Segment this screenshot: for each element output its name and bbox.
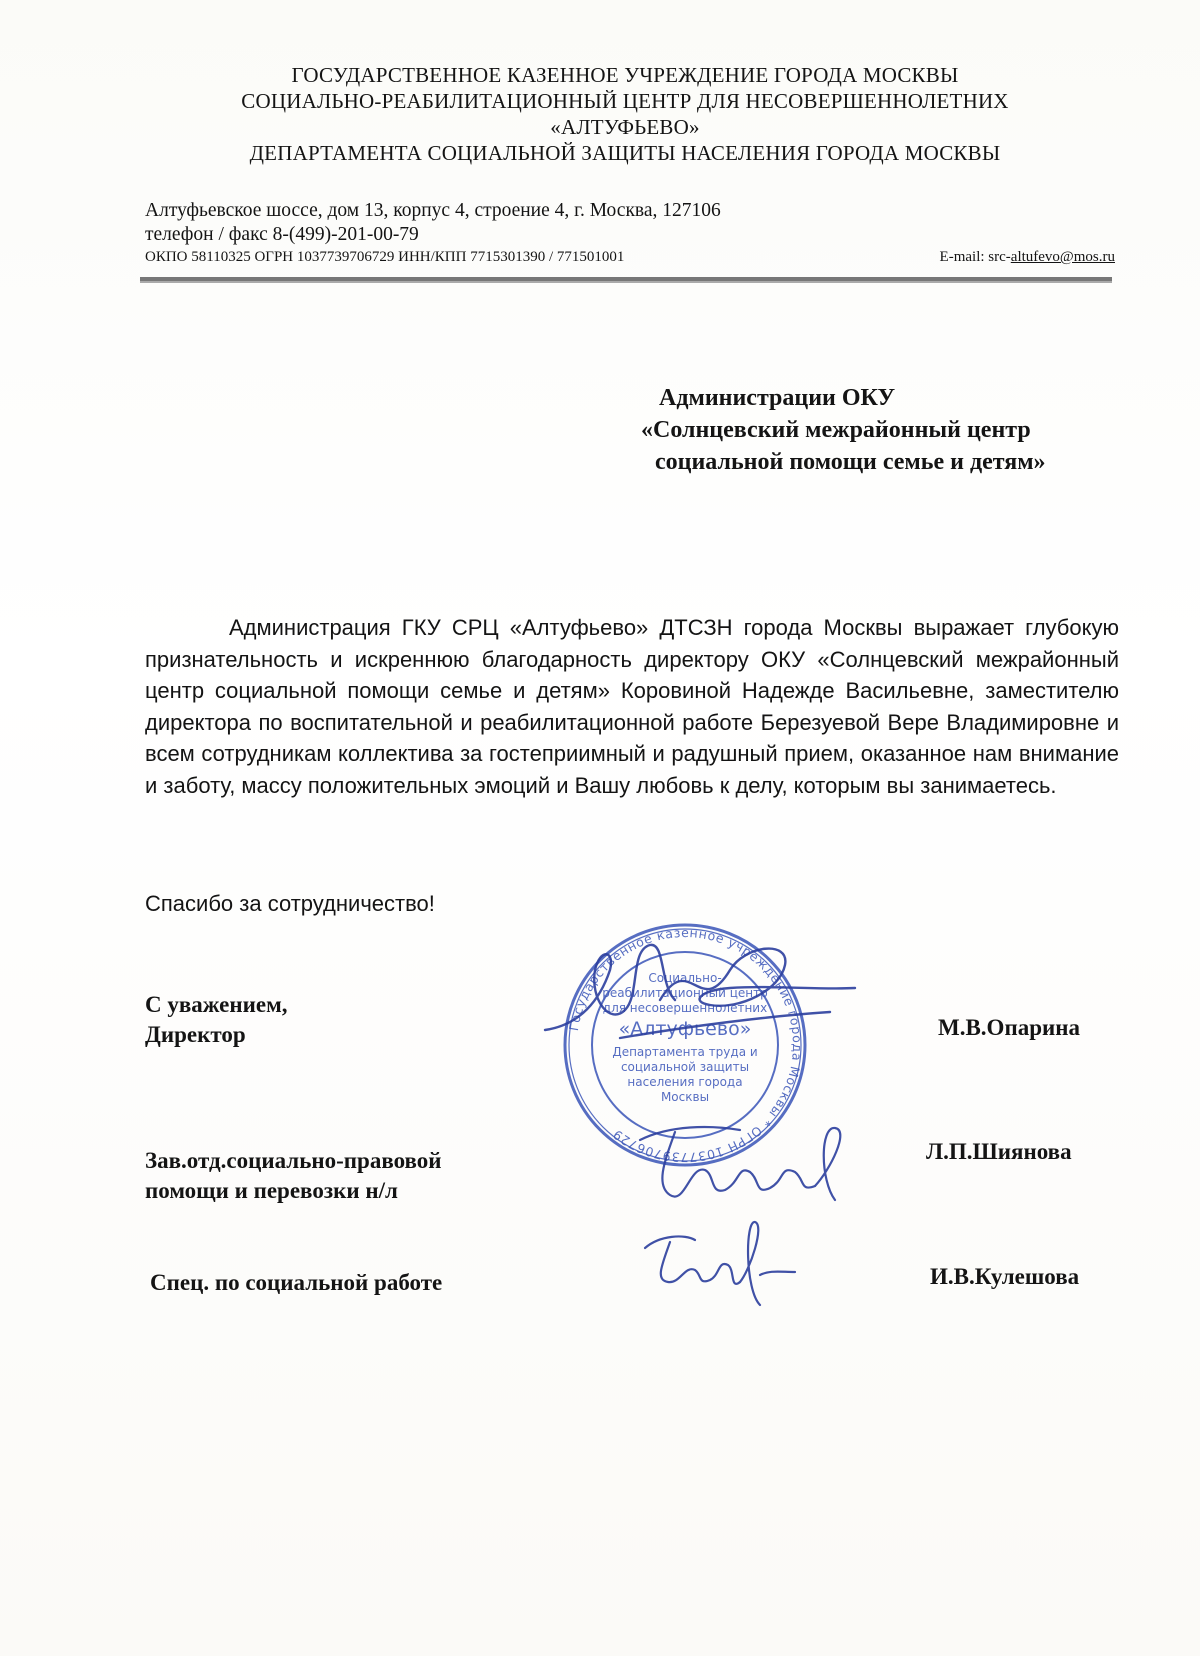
stamp-line: Департамента труда и: [612, 1045, 758, 1059]
stamp-line: населения города: [627, 1075, 743, 1089]
contact-block: [145, 199, 1125, 267]
email-link[interactable]: altufevo@mos.ru: [1010, 249, 1115, 265]
thanks-line: Спасибо за сотрудничество!: [145, 891, 435, 916]
addressee-line-1: Администрации ОКУ: [659, 385, 896, 411]
signatory-label-line: С уважением,: [145, 992, 288, 1017]
email-prefix: E-mail: src-: [939, 249, 1011, 265]
stamp-line: Социально-: [648, 971, 722, 985]
addressee-line-2: «Солнцевский межрайонный центр: [641, 417, 1031, 443]
signatory-director-name: М.В.Опарина: [938, 1015, 1080, 1040]
letterhead-line-1: ГОСУДАРСТВЕННОЕ КАЗЕННОЕ УЧРЕЖДЕНИЕ ГОРОДА МОСКВЫ: [291, 63, 959, 87]
stamp-outer-text: Государственное казенное учреждение города Москвы * ОГРН 1037739706729: [565, 924, 806, 1166]
addressee-block: [641, 382, 1135, 478]
stamp-title: «Алтуфьево»: [618, 1018, 752, 1040]
signatory-label-line: помощи и перевозки н/л: [145, 1178, 398, 1203]
head-signature-icon: [630, 1120, 860, 1210]
signatory-specialist-name: И.В.Кулешова: [930, 1264, 1080, 1289]
signatory-label-line: Директор: [145, 1022, 246, 1047]
email: [940, 247, 1125, 267]
registration-codes-row: [145, 247, 1125, 267]
letter-body: Администрация ГКУ СРЦ «Алтуфьево» ДТСЗН города Москвы выражает глубокую признательность и искреннюю благодарность директору ОКУ «Солнцевский межрайонный центр социальной помощи семье и детям» Коровиной Надежде Васильевне, заместителю директора по воспитательной и реабилитационной работе Березуевой Вере Владимировне и всем сотрудникам коллектива за гостеприимный и радушный прием, оказанное нам внимание и заботу, массу положительных эмоций и Вашу любовь к делу, которым вы занимаетесь.: [145, 615, 1119, 798]
signatory-label-line: Зав.отд.социально-правовой: [145, 1148, 442, 1173]
letterhead-line-4: ДЕПАРТАМЕНТА СОЦИАЛЬНОЙ ЗАЩИТЫ НАСЕЛЕНИЯ ГОРОДА МОСКВЫ: [249, 141, 1001, 165]
registration-codes: ОКПО 58110325 ОГРН 1037739706729 ИНН/КПП 7715301390 / 771501001: [145, 249, 625, 265]
signatory-specialist-label: [150, 1268, 442, 1298]
stamp-line: реабилитационный центр: [602, 986, 768, 1000]
phone: телефон / факс 8-(499)-201-00-79: [145, 224, 419, 245]
signatory-head-label: [145, 1146, 442, 1206]
letterhead-line-2: СОЦИАЛЬНО-РЕАБИЛИТАЦИОННЫЙ ЦЕНТР ДЛЯ НЕСОВЕРШЕННОЛЕТНИХ: [241, 89, 1009, 113]
addressee-line-3: социальной помощи семье и детям»: [655, 449, 1046, 475]
header-divider: [140, 277, 1112, 283]
stamp-line: Москвы: [660, 1090, 710, 1104]
stamp-line: социальной защиты: [620, 1060, 750, 1074]
stamp-line: для несовершеннолетних: [602, 1001, 768, 1015]
letterhead: [145, 62, 1105, 166]
specialist-signature-icon: [640, 1220, 840, 1310]
director-signature-icon: [540, 930, 860, 1080]
signatory-label-line: Спец. по социальной работе: [150, 1270, 443, 1295]
signatory-director-label: [145, 990, 288, 1050]
address: Алтуфьевское шоссе, дом 13, корпус 4, строение 4, г. Москва, 127106: [145, 200, 721, 221]
signatory-head-name: Л.П.Шиянова: [926, 1139, 1072, 1164]
letterhead-line-3: «АЛТУФЬЕВО»: [550, 115, 700, 139]
